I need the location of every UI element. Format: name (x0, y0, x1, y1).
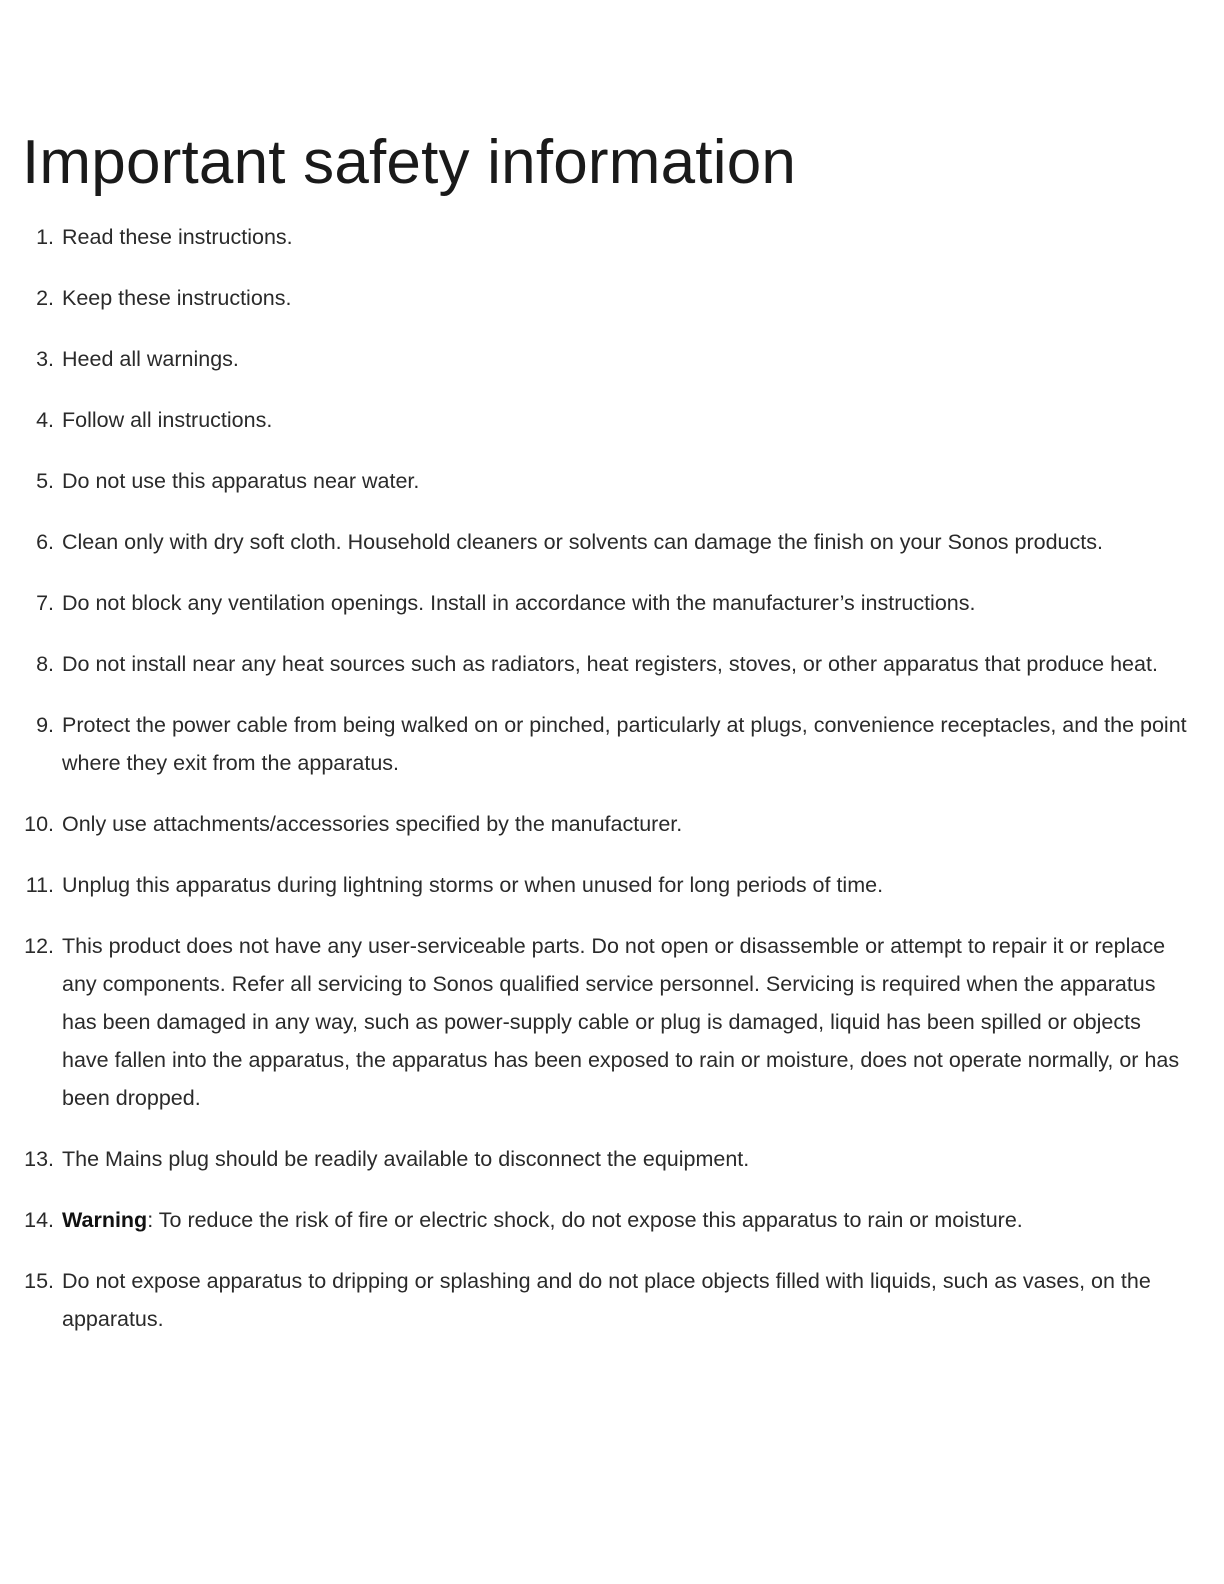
item-number: 4. (36, 408, 54, 432)
list-item (22, 462, 1192, 500)
item-text: Do not block any ventilation openings. Install in accordance with the manufacturer’s instructions. (62, 591, 976, 615)
item-text: This product does not have any user-serviceable parts. Do not open or disassemble or attempt to repair it or replace any components. Refer all servicing to Sonos qualified service personnel. Servicing is required when the apparatus has been damaged in any way, such as power-supply cable or plug is damaged, liquid has been spilled or objects have fallen into the apparatus, the apparatus has been exposed to rain or moisture, does not operate normally, or has been dropped. (62, 934, 1180, 1110)
item-number: 13. (24, 1147, 54, 1171)
item-number: 10. (24, 812, 54, 836)
warning-text: : To reduce the risk of fire or electric shock, do not expose this apparatus to rain or moisture. (147, 1208, 1023, 1232)
item-text-with-warning (62, 1208, 1023, 1232)
list-item (22, 706, 1192, 782)
warning-label: Warning (62, 1208, 148, 1232)
safety-instructions-list (22, 218, 1192, 1338)
item-number: 11. (25, 873, 54, 897)
list-item (22, 1140, 1192, 1178)
item-text: Unplug this apparatus during lightning storms or when unused for long periods of time. (62, 873, 884, 897)
item-number: 15. (24, 1269, 54, 1293)
list-item (22, 1262, 1192, 1338)
item-number: 14. (24, 1208, 54, 1232)
item-text: Do not use this apparatus near water. (62, 469, 420, 493)
item-number: 3. (36, 347, 54, 371)
item-text: Do not expose apparatus to dripping or splashing and do not place objects filled with liquids, such as vases, on the apparatus. (62, 1269, 1151, 1331)
item-text: Read these instructions. (62, 225, 293, 249)
list-item (22, 523, 1192, 561)
list-item (22, 401, 1192, 439)
list-item (22, 927, 1192, 1117)
item-number: 7. (36, 591, 54, 615)
list-item (22, 805, 1192, 843)
item-number: 12. (24, 934, 54, 958)
item-text: Only use attachments/accessories specified by the manufacturer. (62, 812, 683, 836)
item-number: 2. (36, 286, 54, 310)
page-title: Important safety information (22, 128, 797, 197)
item-number: 5. (36, 469, 54, 493)
list-item (22, 218, 1192, 256)
list-item (22, 866, 1192, 904)
list-item (22, 340, 1192, 378)
item-text: Keep these instructions. (62, 286, 292, 310)
item-text: Follow all instructions. (62, 408, 273, 432)
document-page (22, 124, 1192, 1361)
item-text: Clean only with dry soft cloth. Household cleaners or solvents can damage the finish on your Sonos products. (62, 530, 1103, 554)
list-item (22, 584, 1192, 622)
item-number: 9. (36, 713, 54, 737)
item-number: 8. (36, 652, 54, 676)
list-item (22, 645, 1192, 683)
list-item (22, 279, 1192, 317)
item-text: Heed all warnings. (62, 347, 239, 371)
item-text: Protect the power cable from being walked on or pinched, particularly at plugs, convenience receptacles, and the point where they exit from the apparatus. (62, 713, 1187, 775)
item-number: 6. (36, 530, 54, 554)
item-text: Do not install near any heat sources such as radiators, heat registers, stoves, or other apparatus that produce heat. (62, 652, 1158, 676)
list-item (22, 1201, 1192, 1239)
item-text: The Mains plug should be readily available to disconnect the equipment. (62, 1147, 750, 1171)
item-number: 1. (36, 225, 54, 249)
